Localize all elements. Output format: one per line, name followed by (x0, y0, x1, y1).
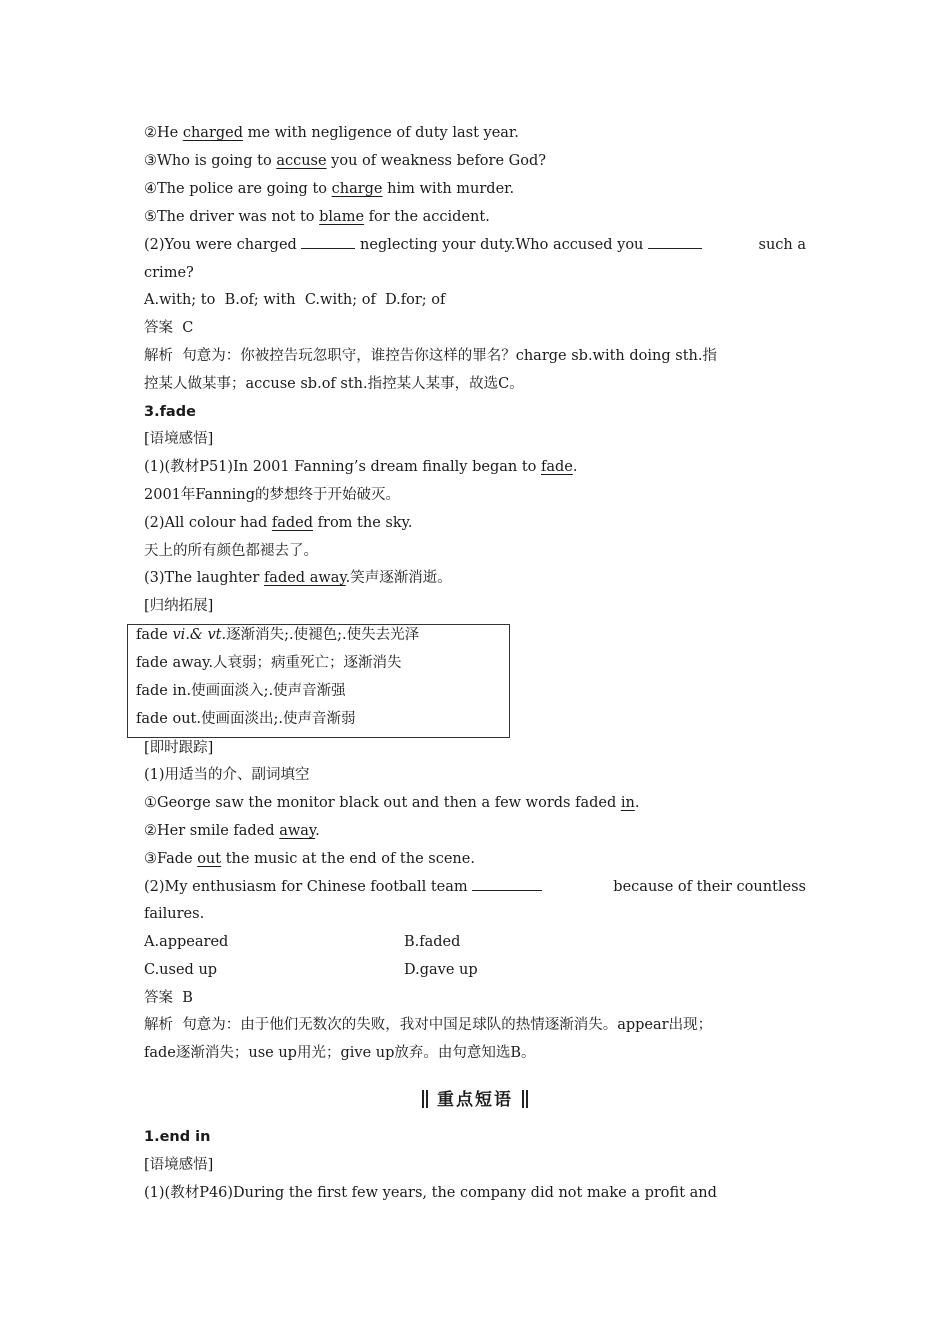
text: (3)The laughter (144, 570, 264, 586)
line: fade逐渐消失；use up用光；give up放弃。由句意知选B。 (144, 1045, 536, 1061)
box-line: fade in.使画面淡入;.使声音渐强 (136, 683, 346, 699)
option: C.used up (144, 962, 218, 978)
line: 2001年Fanning的梦想终于开始破灭。 (144, 487, 401, 503)
line: [即时跟踪] (144, 740, 214, 756)
text: (2)You were charged (144, 237, 302, 253)
answer-word: fade (541, 459, 573, 475)
text: . (315, 823, 320, 839)
text: for the accident. (364, 209, 490, 225)
text: you of weakness before God? (326, 153, 547, 169)
heading: 3.fade (144, 404, 196, 420)
line: 解析 句意为：由于他们无数次的失败，我对中国足球队的热情逐渐消失。appear出现； (144, 1017, 713, 1033)
option: A.appeared (144, 934, 229, 950)
text: . (634, 795, 640, 811)
line (144, 151, 546, 171)
text: . (572, 459, 578, 475)
text: .笑声逐渐消逝。 (345, 570, 452, 586)
line: (1)用适当的介、副词填空 (144, 767, 310, 783)
box-line: fade away.人衰弱；病重死亡；逐渐消失 (136, 655, 402, 671)
option: D.gave up (404, 962, 478, 978)
text: such a (753, 237, 806, 253)
blank (301, 236, 355, 249)
text: the music at the end of the scene. (221, 851, 475, 867)
line: 控某人做某事；accuse sb.of sth.指控某人某事，故选C。 (144, 376, 524, 392)
bar-decoration (522, 1090, 524, 1108)
line: 天上的所有颜色都褪去了。 (144, 543, 318, 559)
line (144, 568, 452, 588)
answer-word: faded away (263, 570, 346, 586)
text: him with murder. (382, 181, 515, 197)
line: [归纳拓展] (144, 598, 214, 614)
answer-word: blame (319, 209, 365, 225)
text: (2)All colour had (144, 515, 272, 531)
answer-word: charged (182, 125, 244, 141)
line: [语境感悟] (144, 431, 214, 447)
line: failures. (144, 906, 205, 922)
line (144, 207, 490, 227)
line (144, 179, 514, 199)
line (144, 849, 475, 869)
answer-word: charge (331, 181, 383, 197)
line (144, 235, 806, 255)
bar-decoration (526, 1090, 528, 1108)
answer-word: out (197, 851, 222, 867)
text: ④The police are going to (144, 181, 332, 197)
text: me with negligence of duty last year. (243, 125, 519, 141)
section-title (0, 1085, 950, 1110)
text: ③Fade (144, 851, 198, 867)
text: 逐渐消失;.使褪色;.使失去光泽 (226, 627, 420, 643)
box-line (136, 625, 419, 645)
line (144, 877, 806, 897)
option: B.faded (404, 934, 461, 950)
line (144, 513, 413, 533)
line (144, 793, 639, 813)
line: (1)(教材P46)During the first few years, the company did not make a profit and (144, 1185, 717, 1201)
text: from the sky. (313, 515, 413, 531)
line: [语境感悟] (144, 1157, 214, 1173)
answer-word: in (620, 795, 635, 811)
text: neglecting your duty.Who accused you (355, 237, 648, 253)
text: (1)(教材P51)In 2001 Fanning’s dream finally began to (144, 459, 541, 475)
text: fade (136, 627, 173, 643)
line: 答案 C (144, 320, 194, 336)
line: crime? (144, 265, 194, 281)
line (144, 821, 320, 841)
answer-word: away (279, 823, 316, 839)
text: vi.& vt. (172, 627, 227, 643)
text: ②He (144, 125, 183, 141)
heading: 1.end in (144, 1129, 211, 1145)
line: 答案 B (144, 990, 193, 1006)
line: 解析 句意为：你被控告玩忽职守，谁控告你这样的罪名？charge sb.with doing sth.指 (144, 348, 717, 364)
blank (648, 236, 702, 249)
text: ②Her smile faded (144, 823, 280, 839)
text: ①George saw the monitor black out and then a few words faded (144, 795, 621, 811)
line (144, 123, 519, 143)
blank (472, 878, 542, 891)
box-line: fade out.使画面淡出;.使声音渐弱 (136, 711, 356, 727)
bar-decoration (422, 1090, 424, 1108)
text: because of their countless (608, 879, 806, 895)
section-title-text: 重点短语 (437, 1090, 513, 1110)
answer-word: faded (271, 515, 314, 531)
text: (2)My enthusiasm for Chinese football team (144, 879, 473, 895)
line (144, 457, 577, 477)
text: ③Who is going to (144, 153, 277, 169)
line: A.with; to B.of; with C.with; of D.for; of (144, 292, 446, 308)
answer-word: accuse (276, 153, 327, 169)
summary-box (127, 624, 510, 738)
text: ⑤The driver was not to (144, 209, 320, 225)
bar-decoration (426, 1090, 428, 1108)
